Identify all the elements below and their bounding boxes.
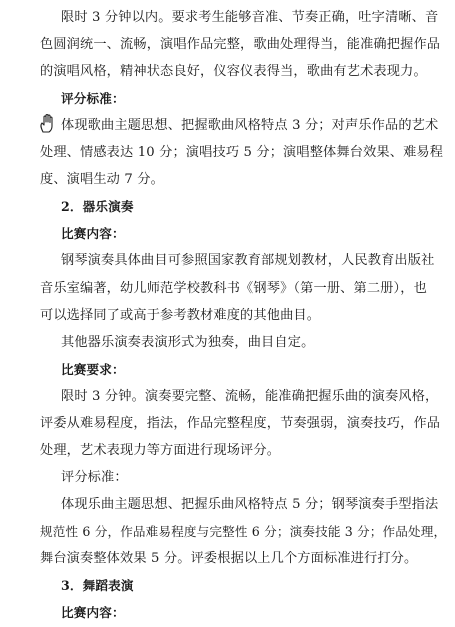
paragraph-line: 体现歌曲主题思想、把握歌曲风格特点 3 分；对声乐作品的艺术: [61, 118, 439, 134]
section-label-requirements: 比赛要求：: [61, 361, 125, 377]
paragraph-line: 处理，艺术表现力等方面进行现场评分。: [40, 442, 281, 458]
paragraph-line: 评委从难易程度，指法，作品完整程度，节奏强弱，演奏技巧，作品: [40, 415, 441, 431]
section-label-scoring: 评分标准：: [61, 469, 128, 485]
section-label-scoring: 评分标准：: [61, 91, 125, 107]
paragraph-line: 音乐室编著，幼儿师范学校教科书《钢琴》（第一册、第二册），也: [40, 280, 427, 296]
paragraph-line: 处理、情感表达 10 分；演唱技巧 5 分；演唱整体舞台效果、难易程: [40, 145, 444, 161]
section-heading-instrumental: 2．器乐演奏: [61, 199, 134, 215]
hand-pointer-icon: [38, 113, 58, 133]
section-label-content: 比赛内容：: [61, 605, 125, 620]
paragraph-line: 体现乐曲主题思想、把握乐曲风格特点 5 分；钢琴演奏手型指法: [61, 496, 439, 512]
paragraph-line: 限时 3 分钟。演奏要完整、流畅，能准确把握乐曲的演奏风格，: [61, 388, 439, 404]
paragraph-line: 度、演唱生动 7 分。: [40, 172, 164, 188]
paragraph-line: 规范性 6 分，作品难易程度与完整性 6 分；演奏技能 3 分；作品处理，: [40, 523, 447, 539]
paragraph-line: 限时 3 分钟以内。要求考生能够音准、节奏正确，吐字清晰、音: [61, 10, 439, 25]
paragraph-line: 其他器乐演奏表演形式为独奏，曲目自定。: [61, 334, 315, 350]
paragraph-line: 舞台演奏整体效果 5 分。评委根据以上几个方面标准进行打分。: [40, 550, 418, 566]
section-heading-dance: 3．舞蹈表演: [61, 578, 134, 593]
section-label-content: 比赛内容：: [61, 226, 125, 242]
paragraph-line: 的演唱风格，精神状态良好，仪容仪表得当，歌曲有艺术表现力。: [40, 64, 427, 80]
paragraph-line: 钢琴演奏具体曲目可参照国家教育部规划教材，人民教育出版社: [61, 253, 435, 269]
paragraph-line: 色圆润统一、流畅，演唱作品完整，歌曲处理得当，能准确把握作品: [40, 37, 441, 52]
paragraph-line: 可以选择同了或高于参考教材难度的其他曲目。: [40, 307, 321, 323]
